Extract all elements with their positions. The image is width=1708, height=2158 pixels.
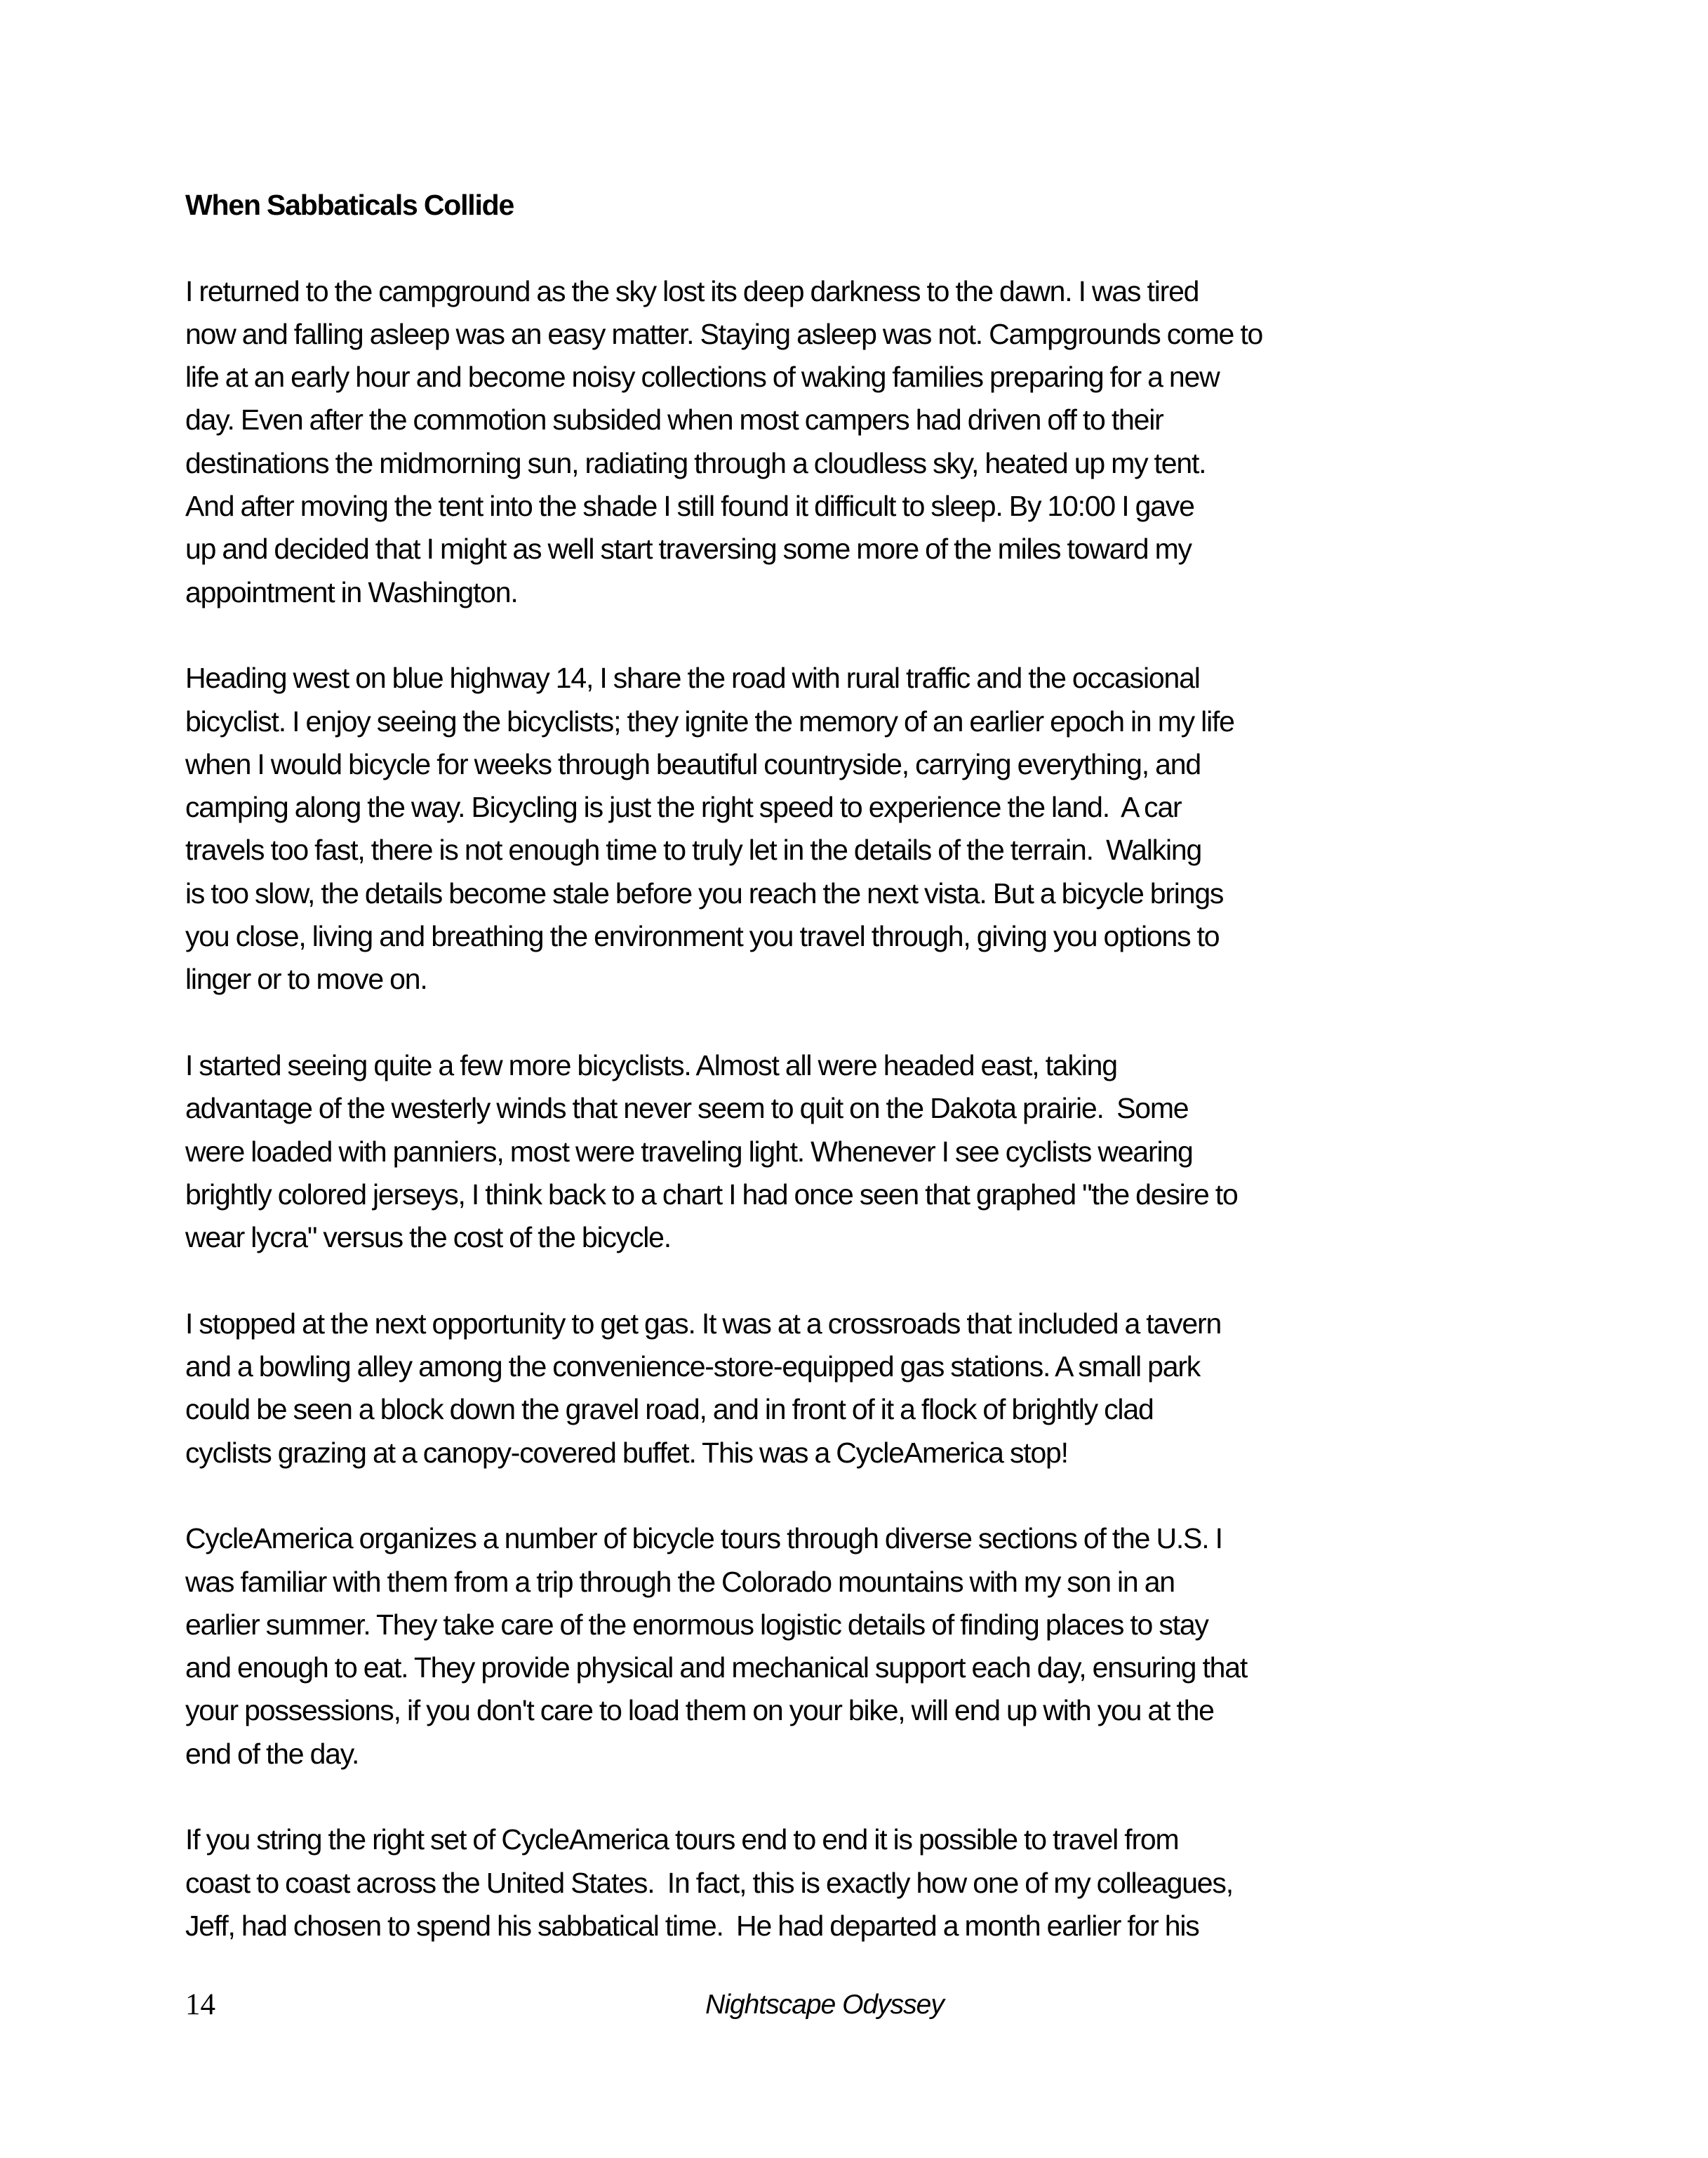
- text-line: I started seeing quite a few more bicyclists. Almost all were headed east, taking: [185, 1048, 1117, 1081]
- section-title: When Sabbaticals Collide: [185, 189, 514, 221]
- text-line: appointment in Washington.: [185, 575, 518, 608]
- text-line: travels too fast, there is not enough time to truly let in the details of the terrain. Walking: [185, 834, 1202, 867]
- text-line: your possessions, if you don't care to load them on your bike, will end up with you at the: [185, 1694, 1214, 1727]
- text-line: CycleAmerica organizes a number of bicycle tours through diverse sections of the U.S. I: [185, 1522, 1222, 1555]
- text-line: could be seen a block down the gravel road, and in front of it a flock of brightly clad: [185, 1393, 1154, 1426]
- text-line: is too slow, the details become stale before you reach the next vista. But a bicycle brings: [185, 877, 1224, 910]
- book-title: Nightscape Odyssey: [705, 1990, 944, 2020]
- text-line: advantage of the westerly winds that never seem to quit on the Dakota prairie. Some: [185, 1092, 1189, 1125]
- text-line: when I would bicycle for weeks through beautiful countryside, carrying everything, and: [185, 747, 1201, 780]
- text-line: and enough to eat. They provide physical and mechanical support each day, ensuring that: [185, 1651, 1248, 1684]
- text-line: And after moving the tent into the shade I still found it difficult to sleep. By 10:00 I gave: [185, 490, 1194, 523]
- text-line: now and falling asleep was an easy matter. Staying asleep was not. Campgrounds come to: [185, 317, 1263, 350]
- text-line: Heading west on blue highway 14, I share the road with rural traffic and the occasional: [185, 662, 1200, 695]
- text-line: I stopped at the next opportunity to get gas. It was at a crossroads that included a tavern: [185, 1307, 1222, 1340]
- text-line: up and decided that I might as well start traversing some more of the miles toward my: [185, 533, 1192, 566]
- text-line: I returned to the campground as the sky lost its deep darkness to the dawn. I was tired: [185, 274, 1199, 307]
- paragraph: [185, 1517, 1519, 1776]
- text-line: day. Even after the commotion subsided when most campers had driven off to their: [185, 404, 1163, 437]
- text-line: and a bowling alley among the convenience-store-equipped gas stations. A small park: [185, 1350, 1201, 1383]
- page-body: [185, 184, 1519, 1947]
- text-line: bicyclist. I enjoy seeing the bicyclists; they ignite the memory of an earlier epoch in my life: [185, 705, 1234, 738]
- text-line: Jeff, had chosen to spend his sabbatical time. He had departed a month earlier for his: [185, 1909, 1199, 1942]
- text-line: coast to coast across the United States. In fact, this is exactly how one of my colleagues,: [185, 1866, 1233, 1899]
- text-line: you close, living and breathing the environment you travel through, giving you options to: [185, 920, 1220, 953]
- text-line: wear lycra" versus the cost of the bicycle.: [185, 1221, 671, 1254]
- text-line: brightly colored jerseys, I think back to a chart I had once seen that graphed "the desire to: [185, 1178, 1238, 1211]
- paragraph: [185, 270, 1519, 614]
- text-line: linger or to move on.: [185, 963, 427, 996]
- paragraph: [185, 1044, 1519, 1259]
- page-number: 14: [185, 1988, 215, 2021]
- paragraph: [185, 657, 1519, 1001]
- paragraph: [185, 1818, 1519, 1947]
- text-line: was familiar with them from a trip through the Colorado mountains with my son in an: [185, 1565, 1175, 1598]
- text-line: cyclists grazing at a canopy-covered buffet. This was a CycleAmerica stop!: [185, 1436, 1068, 1469]
- paragraph: [185, 1303, 1519, 1474]
- text-line: camping along the way. Bicycling is just the right speed to experience the land. A car: [185, 791, 1182, 824]
- text-line: were loaded with panniers, most were traveling light. Whenever I see cyclists wearing: [185, 1135, 1193, 1168]
- text-line: life at an early hour and become noisy collections of waking families preparing for a new: [185, 361, 1220, 394]
- text-line: earlier summer. They take care of the enormous logistic details of finding places to stay: [185, 1608, 1208, 1641]
- running-footer-title: [0, 1987, 1708, 2023]
- text-line: end of the day.: [185, 1737, 359, 1770]
- text-line: If you string the right set of CycleAmerica tours end to end it is possible to travel from: [185, 1823, 1179, 1856]
- text-line: destinations the midmorning sun, radiating through a cloudless sky, heated up my tent.: [185, 446, 1206, 479]
